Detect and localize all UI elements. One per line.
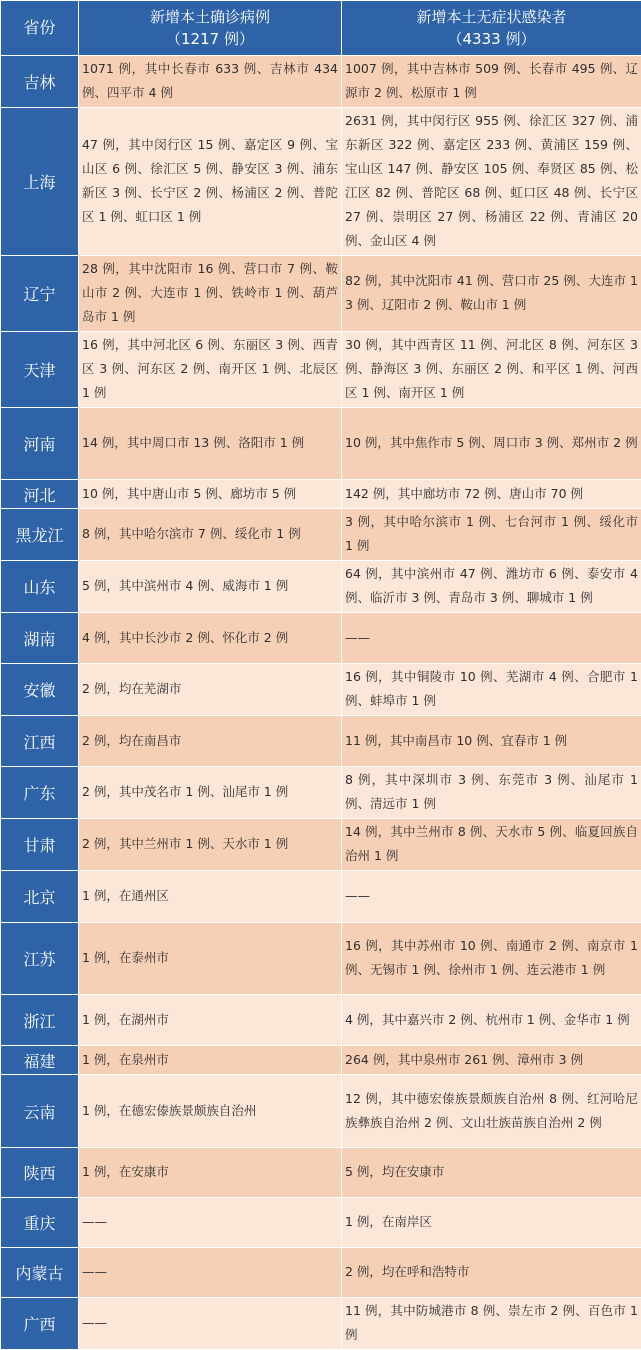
province-cell: 重庆 <box>1 1198 79 1248</box>
asymptomatic-cell: 12 例，其中德宏傣族景颇族自治州 8 例、红河哈尼族彝族自治州 2 例、文山壮族苗族自治州 2 例 <box>342 1075 641 1148</box>
table-row <box>1 716 641 767</box>
province-cell: 吉林 <box>1 56 79 108</box>
province-cell: 北京 <box>1 871 79 923</box>
table-row <box>1 1198 641 1248</box>
province-cell: 广东 <box>1 767 79 819</box>
asymptomatic-cell: 4 例，其中嘉兴市 2 例、杭州市 1 例、金华市 1 例 <box>342 995 641 1046</box>
asymptomatic-cell: 2631 例，其中闵行区 955 例、徐汇区 327 例、浦东新区 322 例、嘉定区 233 例、黄浦区 159 例、宝山区 147 例、静安区 105 例、奉贤区 85 例、松江区 82 例、普陀区 68 例、虹口区 48 例、长宁区 27 例、崇明区 27 例、杨浦区 22 例、青浦区 20 例、金山区 4 例 <box>342 108 641 256</box>
confirmed-header-title: 新增本土确诊病例 <box>79 6 341 28</box>
province-cell: 陕西 <box>1 1148 79 1198</box>
confirmed-cell: 1 例，在泉州市 <box>79 1046 342 1075</box>
asymptomatic-cell: 1007 例，其中吉林市 509 例、长春市 495 例、辽源市 2 例、松原市 1 例 <box>342 56 641 108</box>
province-cell: 福建 <box>1 1046 79 1075</box>
province-cell: 天津 <box>1 332 79 408</box>
confirmed-column-header <box>79 1 342 56</box>
confirmed-cell: 14 例，其中周口市 13 例、洛阳市 1 例 <box>79 408 342 480</box>
table-row <box>1 664 641 716</box>
confirmed-cell: 2 例，均在芜湖市 <box>79 664 342 716</box>
table-row <box>1 613 641 664</box>
asymptomatic-cell: 16 例，其中苏州市 10 例、南通市 2 例、南京市 1 例、无锡市 1 例、徐州市 1 例、连云港市 1 例 <box>342 923 641 995</box>
asymptomatic-column-header <box>342 1 641 56</box>
asymptomatic-cell: 64 例，其中滨州市 47 例、潍坊市 6 例、泰安市 4 例、临沂市 3 例、青岛市 3 例、聊城市 1 例 <box>342 561 641 613</box>
confirmed-header-total: （1217 例） <box>79 28 341 50</box>
table-row <box>1 1046 641 1075</box>
asymptomatic-cell: 2 例，均在呼和浩特市 <box>342 1248 641 1298</box>
confirmed-cell: 2 例，其中茂名市 1 例、汕尾市 1 例 <box>79 767 342 819</box>
asymptomatic-cell: 8 例，其中深圳市 3 例、东莞市 3 例、汕尾市 1 例、清远市 1 例 <box>342 767 641 819</box>
asymptomatic-header-title: 新增本土无症状感染者 <box>342 6 641 28</box>
province-cell: 黑龙江 <box>1 509 79 561</box>
province-cell: 广西 <box>1 1298 79 1350</box>
confirmed-cell: 1 例，在湖州市 <box>79 995 342 1046</box>
province-cell: 内蒙古 <box>1 1248 79 1298</box>
asymptomatic-cell: 82 例，其中沈阳市 41 例、营口市 25 例、大连市 13 例、辽阳市 2 例、鞍山市 1 例 <box>342 256 641 332</box>
table-row <box>1 256 641 332</box>
table-row <box>1 1298 641 1350</box>
asymptomatic-cell: 264 例，其中泉州市 261 例、漳州市 3 例 <box>342 1046 641 1075</box>
province-cell: 浙江 <box>1 995 79 1046</box>
table-row <box>1 923 641 995</box>
asymptomatic-cell: 142 例，其中廊坊市 72 例、唐山市 70 例 <box>342 480 641 509</box>
table-header-row <box>1 1 641 56</box>
asymptomatic-cell: 5 例，均在安康市 <box>342 1148 641 1198</box>
table-row <box>1 871 641 923</box>
confirmed-cell: 5 例，其中滨州市 4 例、威海市 1 例 <box>79 561 342 613</box>
asymptomatic-cell: 30 例，其中西青区 11 例、河北区 8 例、河东区 3 例、静海区 3 例、东丽区 2 例、和平区 1 例、河西区 1 例、南开区 1 例 <box>342 332 641 408</box>
province-cell: 甘肃 <box>1 819 79 871</box>
confirmed-cell: 10 例，其中唐山市 5 例、廊坊市 5 例 <box>79 480 342 509</box>
table-row <box>1 1248 641 1298</box>
confirmed-cell: 1071 例，其中长春市 633 例、吉林市 434 例、四平市 4 例 <box>79 56 342 108</box>
confirmed-cell: 1 例，在安康市 <box>79 1148 342 1198</box>
table-row <box>1 480 641 509</box>
province-cell: 上海 <box>1 108 79 256</box>
province-cell: 山东 <box>1 561 79 613</box>
table-row <box>1 108 641 256</box>
asymptomatic-cell: —— <box>342 613 641 664</box>
province-cell: 辽宁 <box>1 256 79 332</box>
confirmed-cell: 2 例，均在南昌市 <box>79 716 342 767</box>
table-row <box>1 561 641 613</box>
confirmed-cell: 28 例，其中沈阳市 16 例、营口市 7 例、鞍山市 2 例、大连市 1 例、铁岭市 1 例、葫芦岛市 1 例 <box>79 256 342 332</box>
asymptomatic-cell: 10 例，其中焦作市 5 例、周口市 3 例、郑州市 2 例 <box>342 408 641 480</box>
confirmed-cell: 16 例，其中河北区 6 例、东丽区 3 例、西青区 3 例、河东区 2 例、南开区 1 例、北辰区 1 例 <box>79 332 342 408</box>
province-cell: 河南 <box>1 408 79 480</box>
confirmed-cell: —— <box>79 1248 342 1298</box>
asymptomatic-cell: 14 例，其中兰州市 8 例、天水市 5 例、临夏回族自治州 1 例 <box>342 819 641 871</box>
table-row <box>1 767 641 819</box>
confirmed-cell: 1 例，在泰州市 <box>79 923 342 995</box>
province-cell: 云南 <box>1 1075 79 1148</box>
confirmed-cell: 47 例，其中闵行区 15 例、嘉定区 9 例、宝山区 6 例、徐汇区 5 例、静安区 3 例、浦东新区 3 例、长宁区 2 例、杨浦区 2 例、普陀区 1 例、虹口区 1 例 <box>79 108 342 256</box>
asymptomatic-header-total: （4333 例） <box>342 28 641 50</box>
province-cell: 江苏 <box>1 923 79 995</box>
table-row <box>1 332 641 408</box>
table-row <box>1 56 641 108</box>
table-row <box>1 1075 641 1148</box>
province-cell: 安徽 <box>1 664 79 716</box>
confirmed-cell: 2 例，其中兰州市 1 例、天水市 1 例 <box>79 819 342 871</box>
province-column-header: 省份 <box>1 1 79 56</box>
table-row <box>1 995 641 1046</box>
table-row <box>1 819 641 871</box>
table-body <box>1 56 641 1350</box>
asymptomatic-cell: 11 例，其中防城港市 8 例、崇左市 2 例、百色市 1 例 <box>342 1298 641 1350</box>
province-cell: 河北 <box>1 480 79 509</box>
asymptomatic-cell: 11 例，其中南昌市 10 例、宜春市 1 例 <box>342 716 641 767</box>
province-cell: 湖南 <box>1 613 79 664</box>
table-row <box>1 509 641 561</box>
confirmed-cell: 1 例，在德宏傣族景颇族自治州 <box>79 1075 342 1148</box>
confirmed-cell: 8 例，其中哈尔滨市 7 例、绥化市 1 例 <box>79 509 342 561</box>
asymptomatic-cell: 16 例，其中铜陵市 10 例、芜湖市 4 例、合肥市 1 例、蚌埠市 1 例 <box>342 664 641 716</box>
table-row <box>1 1148 641 1198</box>
confirmed-cell: 4 例，其中长沙市 2 例、怀化市 2 例 <box>79 613 342 664</box>
confirmed-cell: —— <box>79 1298 342 1350</box>
confirmed-cell: —— <box>79 1198 342 1248</box>
asymptomatic-cell: 1 例，在南岸区 <box>342 1198 641 1248</box>
asymptomatic-cell: —— <box>342 871 641 923</box>
asymptomatic-cell: 3 例，其中哈尔滨市 1 例、七台河市 1 例、绥化市 1 例 <box>342 509 641 561</box>
confirmed-cell: 1 例，在通州区 <box>79 871 342 923</box>
province-cell: 江西 <box>1 716 79 767</box>
table-row <box>1 408 641 480</box>
